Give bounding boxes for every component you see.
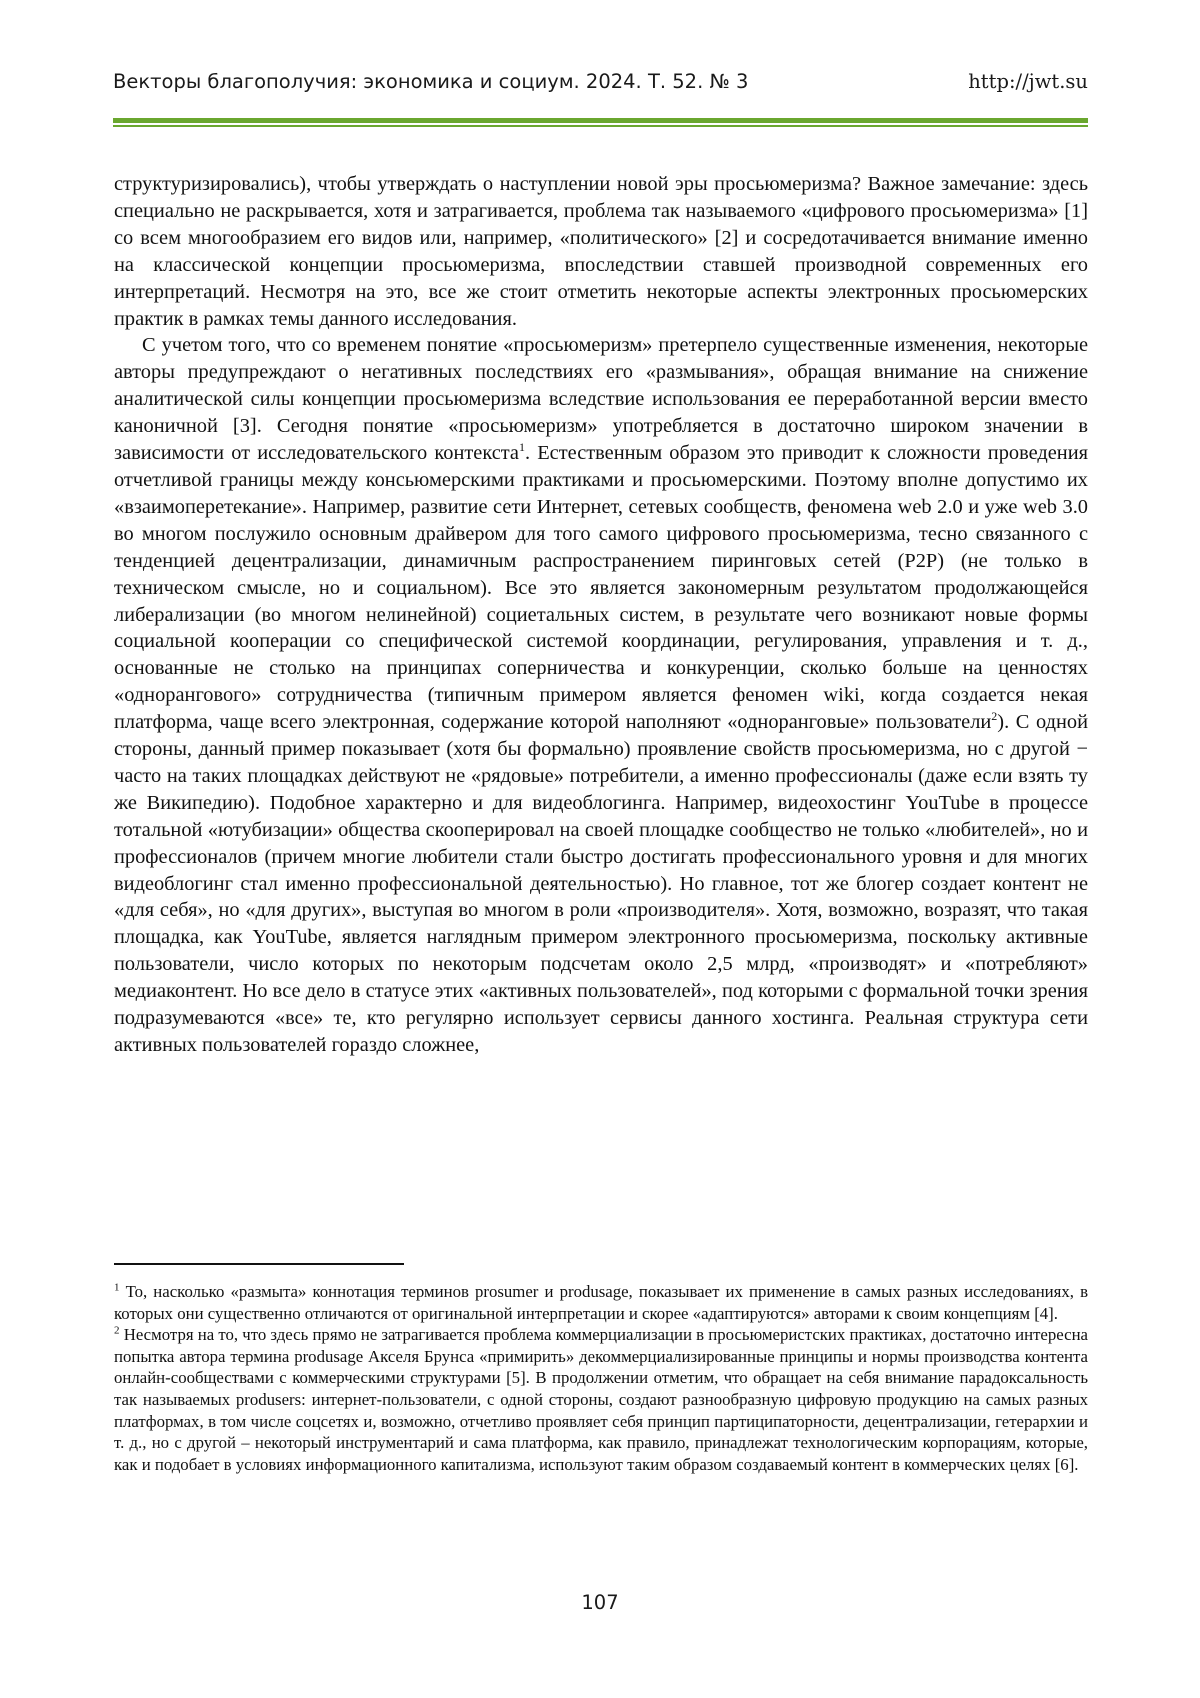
page-number: 107: [581, 1591, 619, 1614]
header-rule-thin: [113, 125, 1088, 127]
footnote-2: [114, 1324, 1088, 1475]
footnote-2-text: Несмотря на то, что здесь прямо не затрагивается проблема коммерциализации в просьюмеристских практиках, достаточно интересна попытка автора термина produsage Акселя Брунса «примирить» декоммерциализированные принципы и нормы производства контента онлайн-сообществами с коммерческими структурами [5]. В продолжении отметим, что обращает на себя внимание парадоксальность так называемых produsers: интернет-пользователи, с одной стороны, создают разнообразную цифровую продукцию на самых разных платформах, в том числе соцсетях и, возможно, отчетливо проявляет себя принцип партиципаторности, децентрализации, гетерархии и т. д., но с другой – некоторый инструментарий и сама платформа, как правило, принадлежат технологическим корпорациям, которые, как и подобает в условиях информационного капитализма, используют таким образом создаваемый контент в коммерческих целях [6].: [114, 1325, 1088, 1474]
footnote-1: [114, 1281, 1088, 1324]
footnote-ref-1[interactable]: 1: [518, 440, 525, 455]
journal-title: Векторы благополучия: экономика и социум. 2024. Т. 52. № 3: [113, 70, 749, 93]
footnote-1-mark: 1: [114, 1281, 120, 1294]
paragraph-2: [114, 332, 1088, 1058]
footnote-2-mark: 2: [114, 1324, 120, 1337]
header-rule-thick: [113, 118, 1088, 123]
journal-url[interactable]: http://jwt.su: [968, 70, 1088, 93]
footnote-1-text: То, насколько «размыта» коннотация терминов prosumer и produsage, показывает их применение в самых разных исследованиях, в которых они существенно отличаются от оригинальной интерпретации и скорее «адаптируются» авторами к своим концепциям [4].: [114, 1282, 1088, 1323]
paragraph-2-part-b: . Естественным образом это приводит к сложности проведения отчетливой границы между консьюмерскими практиками и просьюмерскими. Поэтому вполне допустимо их «взаимоперетекание». Например, развитие сети Интернет, сетевых сообществ, феномена web 2.0 и уже web 3.0 во многом послужило основным драйвером для того самого цифрового просьюмеризма, тесно связанного с тенденцией децентрализации, динамичным распространением пиринговых сетей (P2P) (не только в техническом смысле, но и социальном). Все это является закономерным результатом продолжающейся либерализации (во многом нелинейной) социетальных систем, в результате чего возникают новые формы социальной кооперации со специфической системой координации, регулирования, управления и т. д., основанные не столько на принципах соперничества и конкуренции, сколько больше на ценностях «однорангового» сотрудничества (типичным примером является феномен wiki, когда создается некая платформа, чаще всего электронная, содержание которой наполняют «одноранговые» пользователи: [114, 442, 1088, 734]
paragraph-1: структуризировались), чтобы утверждать о наступлении новой эры просьюмеризма? Важное замечание: здесь специально не раскрывается, хотя и затрагивается, проблема так называемого «цифрового просьюмеризма» [1] со всем многообразием его видов или, например, «политического» [2] и сосредотачивается внимание именно на классической концепции просьюмеризма, впоследствии ставшей производной современных его интерпретаций. Несмотря на это, все же стоит отметить некоторые аспекты электронных просьюмерских практик в рамках темы данного исследования.: [114, 173, 1088, 330]
footnote-ref-2[interactable]: 2: [991, 709, 998, 724]
paragraph-2-part-c: ). С одной стороны, данный пример показывает (хотя бы формально) проявление свойств просьюмеризма, но с другой − часто на таких площадках действуют не «рядовые» потребители, а именно профессионалы (даже если взять ту же Википедию). Подобное характерно и для видеоблогинга. Например, видеохостинг YouTube в процессе тотальной «ютубизации» общества скооперировал на своей площадке сообщество не только «любителей», но и профессионалов (причем многие любители стали быстро достигать профессионального уровня и для многих видеоблогинг стал именно профессиональной деятельностью). Но главное, тот же блогер создает контент не «для себя», но «для других», выступая во многом в роли «производителя». Хотя, возможно, возразят, что такая площадка, как YouTube, является наглядным примером электронного просьюмеризма, поскольку активные пользователи, число которых по некоторым подсчетам около 2,5 млрд, «производят» и «потребляют» медиаконтент. Но все дело в статусе этих «активных пользователей», под которыми с формальной точки зрения подразумеваются «все» те, кто регулярно использует сервисы данного хостинга. Реальная структура сети активных пользователей гораздо сложнее,: [114, 711, 1088, 1056]
running-header: [113, 70, 1088, 106]
footnotes: [114, 1281, 1088, 1475]
footnote-separator: [114, 1263, 404, 1265]
main-text: [114, 171, 1088, 1059]
paragraph-2-part-a: С учетом того, что со временем понятие «просьюмеризм» претерпело существенные изменения, некоторые авторы предупреждают о негативных последствиях его «размывания», обращая внимание на снижение аналитической силы концепции просьюмеризма вследствие использования ее переработанной версии вместо каноничной [3]. Сегодня понятие «просьюмеризм» употребляется в достаточно широком значении в зависимости от исследовательского контекста: [114, 334, 1088, 465]
